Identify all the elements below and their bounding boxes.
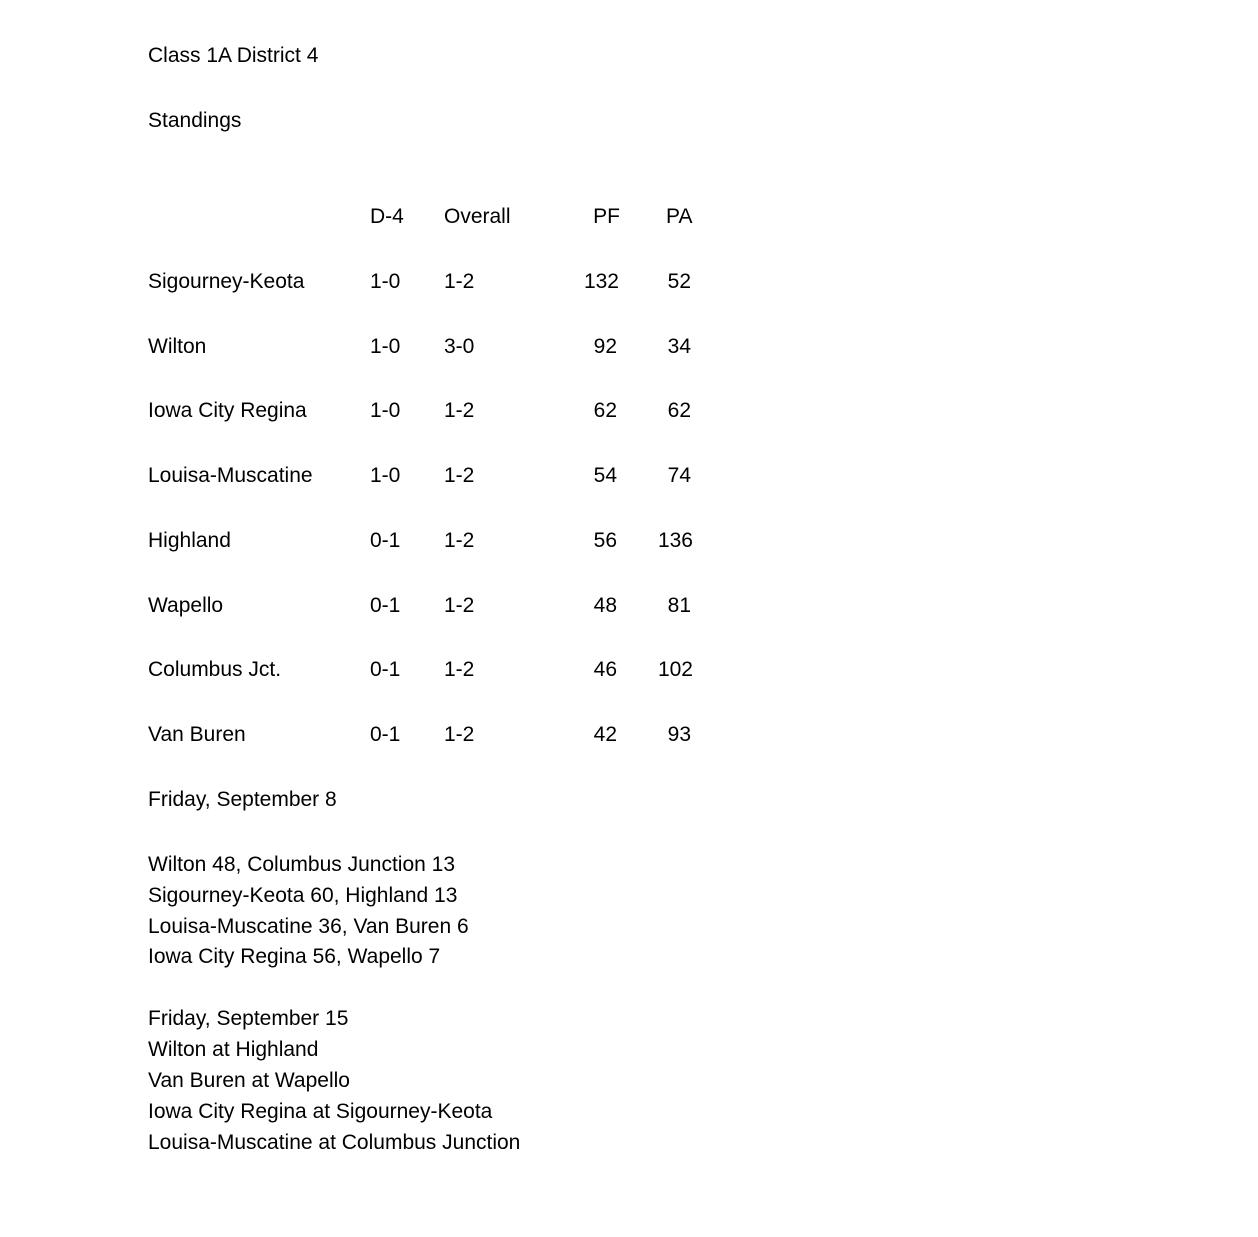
team-name: Columbus Jct. bbox=[148, 658, 282, 681]
points-for: 56 bbox=[593, 529, 617, 552]
points-against: 81 bbox=[667, 594, 691, 617]
game-result: Sigourney-Keota 60, Highland 13 bbox=[148, 884, 458, 907]
district-record: 1-0 bbox=[370, 399, 401, 422]
team-name: Iowa City Regina bbox=[148, 399, 307, 422]
district-record: 0-1 bbox=[370, 529, 401, 552]
district-record: 1-0 bbox=[370, 335, 401, 358]
district-record: 1-0 bbox=[370, 464, 401, 487]
game-result: Iowa City Regina 56, Wapello 7 bbox=[148, 945, 441, 968]
points-against: 74 bbox=[667, 464, 691, 487]
overall-record: 1-2 bbox=[444, 529, 475, 552]
points-against: 102 bbox=[657, 658, 693, 681]
upcoming-game: Wilton at Highland bbox=[148, 1038, 319, 1061]
points-for: 62 bbox=[593, 399, 617, 422]
points-against: 34 bbox=[667, 335, 691, 358]
upcoming-date-heading: Friday, September 15 bbox=[148, 1007, 349, 1030]
column-header-district: D-4 bbox=[370, 205, 404, 228]
team-name: Van Buren bbox=[148, 723, 246, 746]
team-name: Highland bbox=[148, 529, 231, 552]
upcoming-game: Louisa-Muscatine at Columbus Junction bbox=[148, 1131, 521, 1154]
overall-record: 1-2 bbox=[444, 464, 475, 487]
district-record: 0-1 bbox=[370, 658, 401, 681]
points-against: 93 bbox=[667, 723, 691, 746]
overall-record: 1-2 bbox=[444, 399, 475, 422]
team-name: Sigourney-Keota bbox=[148, 270, 305, 293]
results-date-heading: Friday, September 8 bbox=[148, 788, 337, 811]
column-header-overall: Overall bbox=[444, 205, 511, 228]
column-header-pf: PF bbox=[593, 205, 620, 228]
points-for: 46 bbox=[593, 658, 617, 681]
column-header-pa: PA bbox=[666, 205, 693, 228]
team-name: Wapello bbox=[148, 594, 224, 617]
overall-record: 1-2 bbox=[444, 594, 475, 617]
game-result: Wilton 48, Columbus Junction 13 bbox=[148, 853, 455, 876]
game-result: Louisa-Muscatine 36, Van Buren 6 bbox=[148, 915, 469, 938]
upcoming-game: Iowa City Regina at Sigourney-Keota bbox=[148, 1100, 493, 1123]
points-for: 42 bbox=[593, 723, 617, 746]
team-name: Louisa-Muscatine bbox=[148, 464, 313, 487]
points-against: 136 bbox=[657, 529, 693, 552]
overall-record: 1-2 bbox=[444, 723, 475, 746]
points-for: 48 bbox=[593, 594, 617, 617]
points-for: 92 bbox=[593, 335, 617, 358]
points-against: 62 bbox=[667, 399, 691, 422]
overall-record: 3-0 bbox=[444, 335, 475, 358]
overall-record: 1-2 bbox=[444, 658, 475, 681]
points-against: 52 bbox=[667, 270, 691, 293]
district-record: 0-1 bbox=[370, 594, 401, 617]
points-for: 132 bbox=[583, 270, 619, 293]
team-name: Wilton bbox=[148, 335, 207, 358]
overall-record: 1-2 bbox=[444, 270, 475, 293]
district-record: 1-0 bbox=[370, 270, 401, 293]
district-record: 0-1 bbox=[370, 723, 401, 746]
page-title: Class 1A District 4 bbox=[148, 44, 319, 67]
points-for: 54 bbox=[593, 464, 617, 487]
section-heading-standings: Standings bbox=[148, 109, 242, 132]
upcoming-game: Van Buren at Wapello bbox=[148, 1069, 350, 1092]
